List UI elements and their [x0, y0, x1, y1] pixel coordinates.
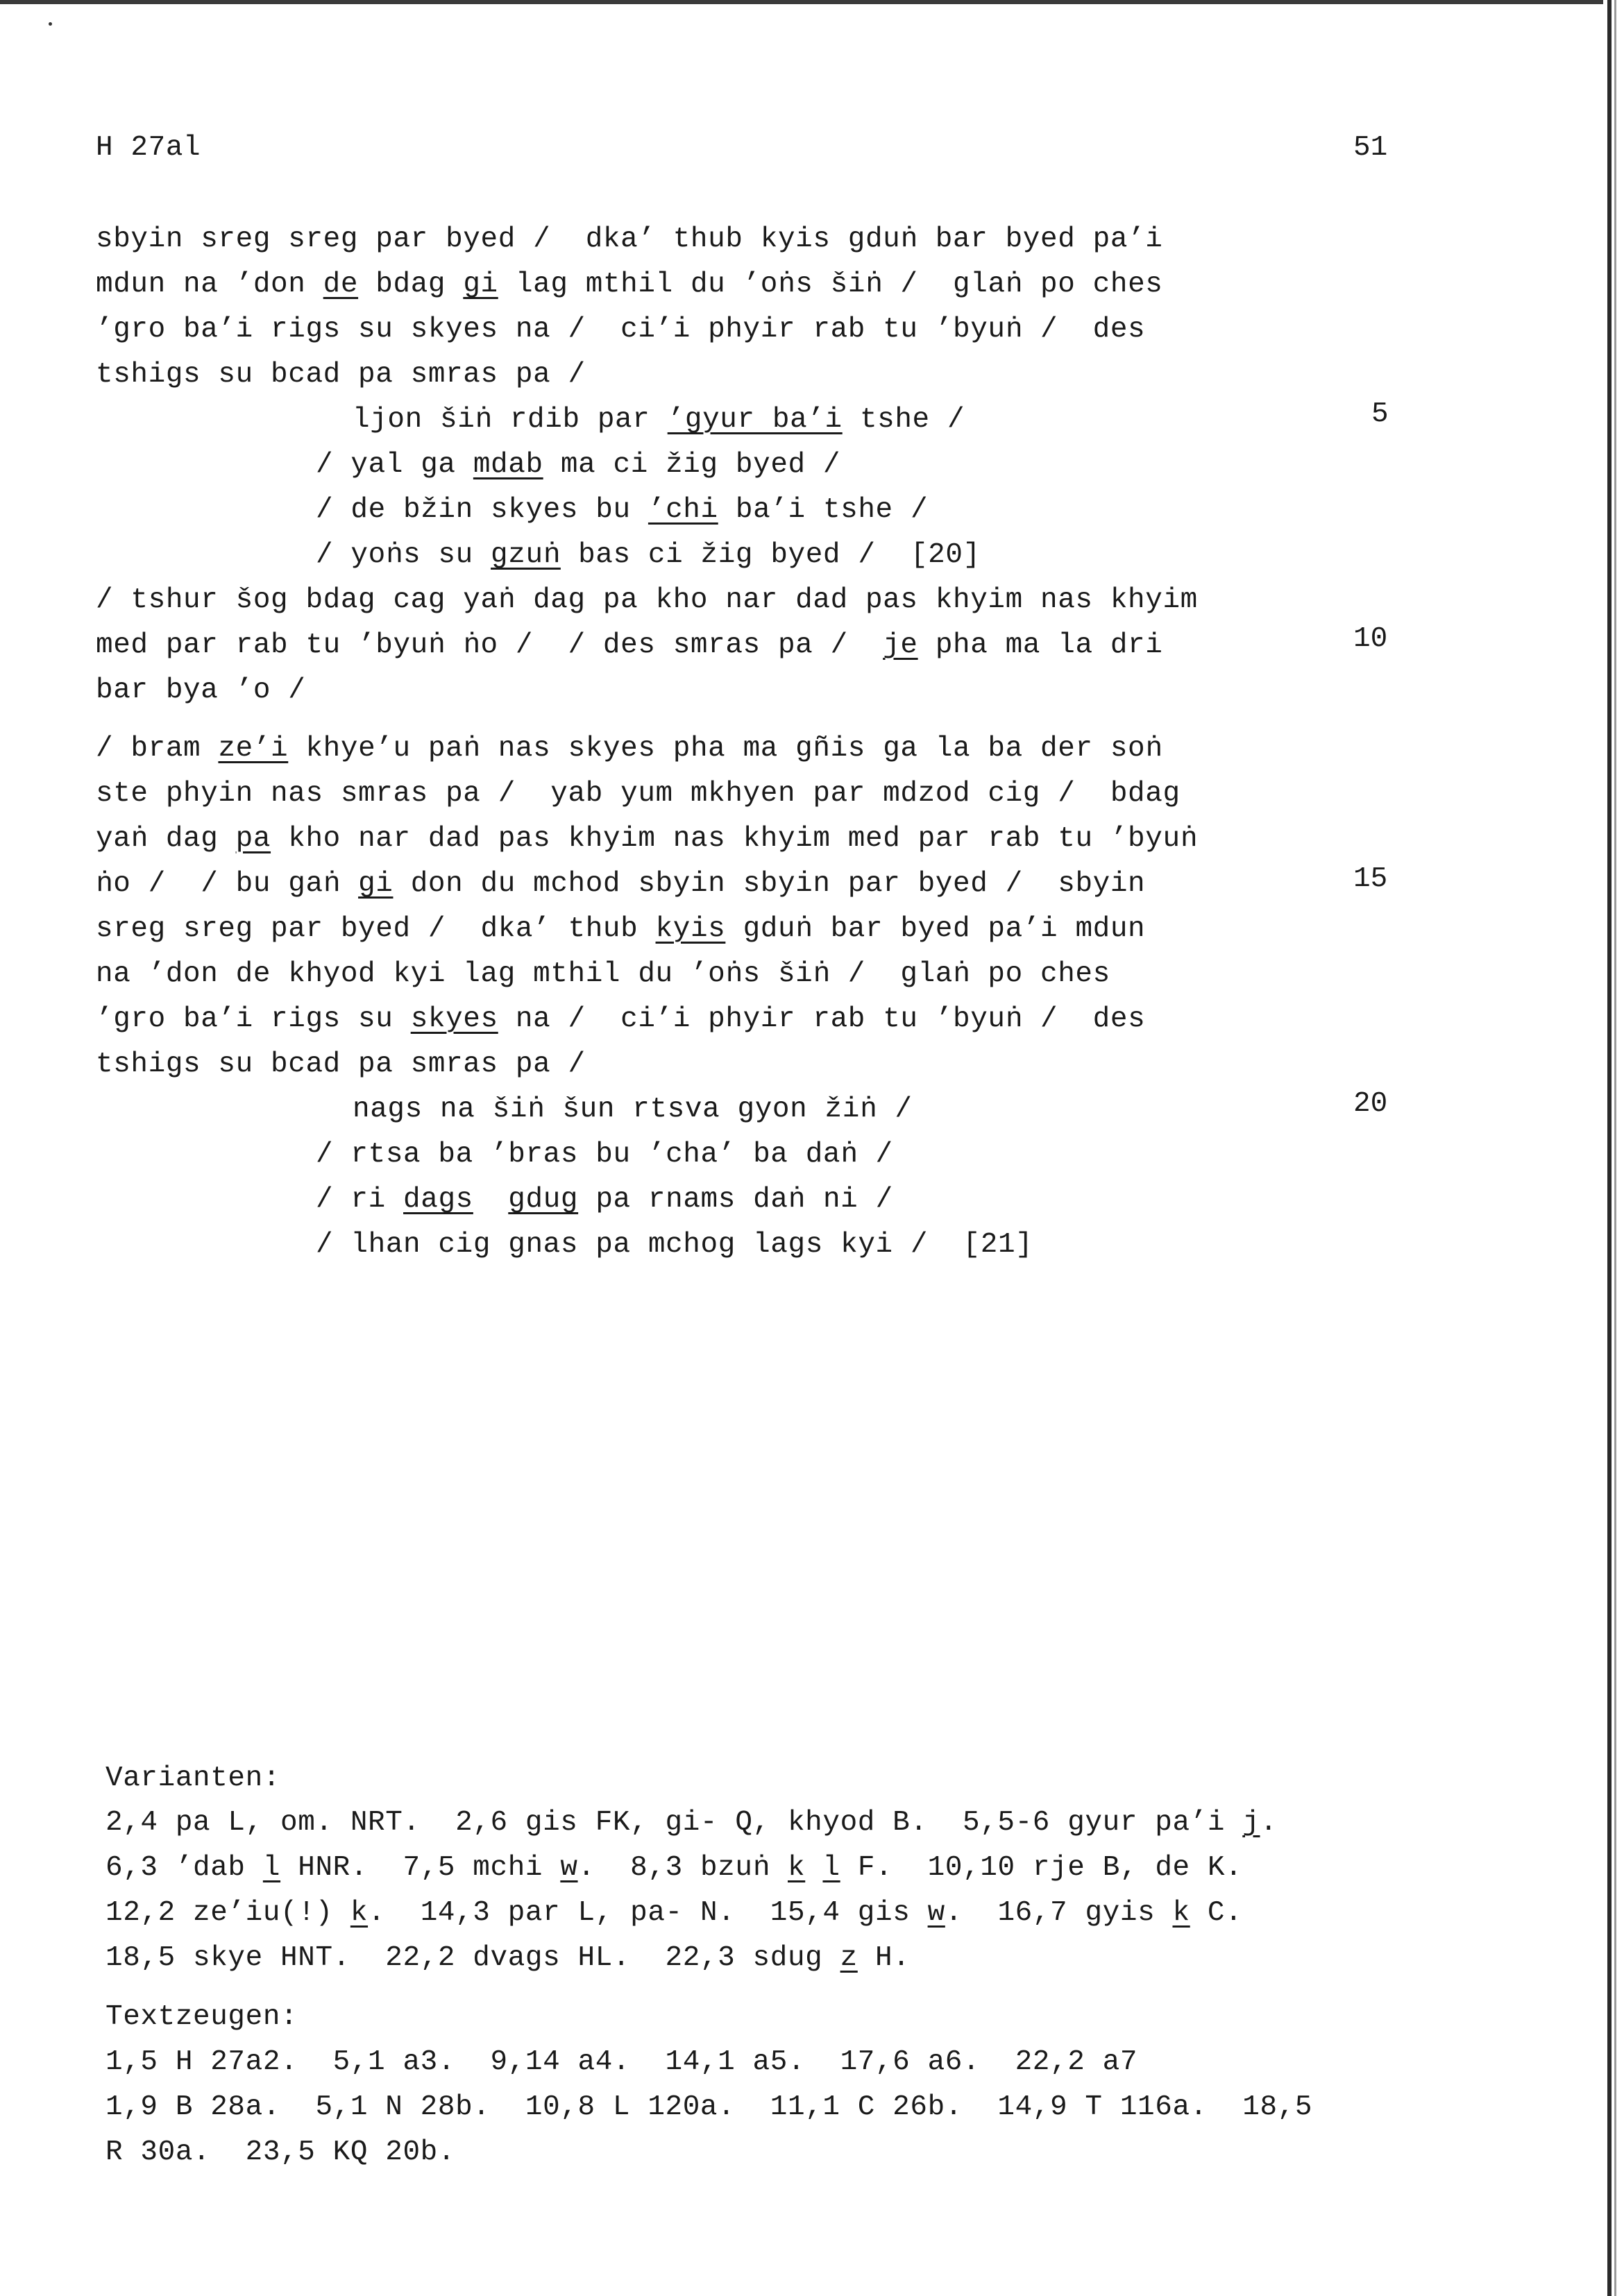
text-segment: kho nar dad pas khyim nas khyim med par rab tu ’byuṅ	[271, 823, 1198, 855]
textzeugen-heading: Textzeugen:	[105, 2001, 298, 2033]
text-segment: bdag	[358, 269, 464, 300]
text-segment: / yal ga	[316, 449, 473, 481]
text-segment: / lhan cig gnas pa mchog lags kyi / [21]	[316, 1229, 1033, 1261]
text-segment: / yoṅs su	[316, 539, 491, 571]
textzeugen-line: 1,5 H 27a2. 5,1 a3. 9,14 a4. 14,1 a5. 17,6 a6. 22,2 a7	[105, 2046, 1138, 2078]
underlined-word: l	[822, 1852, 840, 1884]
text-line	[96, 627, 1162, 664]
text-line	[96, 820, 1198, 858]
underlined-word: gi	[358, 868, 394, 900]
underlined-word: dags	[403, 1184, 473, 1216]
text-segment: H.	[857, 1942, 911, 1974]
text-segment: . 16,7 gyis	[945, 1897, 1173, 1929]
underlined-word: gi	[463, 269, 498, 300]
text-line	[96, 356, 586, 393]
text-segment	[473, 1184, 508, 1216]
varianten-line	[105, 1894, 1242, 1932]
underlined-word: ze’i	[218, 733, 289, 765]
varianten-line	[105, 1849, 1242, 1887]
text-line	[316, 1136, 893, 1173]
text-segment: med par rab tu ’byuṅ ṅo / / des smras pa /	[96, 629, 883, 661]
text-segment: / bram	[96, 733, 219, 765]
text-segment: khye’u paṅ nas skyes pha ma gñis ga la ba der soṅ	[288, 733, 1163, 765]
text-line	[96, 221, 1162, 258]
text-segment: . 14,3 par L, pa- N. 15,4 gis	[368, 1897, 928, 1929]
text-segment: C.	[1190, 1897, 1243, 1929]
scan-right-edge-shadow	[1614, 0, 1616, 2296]
text-segment: tshigs su bcad pa smras pa /	[96, 1048, 586, 1080]
text-segment: ma ci žig byed /	[543, 449, 841, 481]
text-line	[96, 775, 1181, 813]
scan-speck	[49, 22, 52, 26]
text-line	[96, 311, 1145, 348]
text-segment: bas ci žig byed / [20]	[560, 539, 981, 571]
underlined-word: k	[788, 1852, 806, 1884]
text-segment: 18,5 skye HNT. 22,2 dvags HL. 22,3 sdug	[105, 1942, 840, 1974]
text-line	[96, 955, 1110, 993]
line-number-5: 5	[1371, 398, 1389, 430]
underlined-word: skyes	[410, 1003, 498, 1035]
text-segment: ba’i tshe /	[718, 494, 929, 526]
text-line	[316, 1226, 1033, 1264]
text-segment: gduṅ bar byed pa’i mdun	[725, 913, 1146, 945]
varianten-heading: Varianten:	[105, 1762, 281, 1794]
text-segment: na ’don de khyod kyi lag mthil du ’oṅs šiṅ / glaṅ po ches	[96, 958, 1110, 990]
text-line	[316, 1181, 893, 1218]
text-segment: / ri	[316, 1184, 404, 1216]
line-number-20: 20	[1353, 1088, 1388, 1120]
running-header-left: H 27al	[96, 132, 201, 164]
underlined-word: je	[883, 629, 918, 661]
underlined-word: z	[840, 1942, 858, 1974]
underlined-word: k	[1172, 1897, 1190, 1929]
text-segment: mdun na ’don	[96, 269, 323, 300]
text-line	[316, 536, 981, 574]
text-segment: / rtsa ba ’bras bu ’cha’ ba daṅ /	[316, 1139, 893, 1171]
text-segment: 6,3 ’dab	[105, 1852, 263, 1884]
text-segment: 2,4 pa L, om. NRT. 2,6 gis FK, gi- Q, khyod B. 5,5-6 gyur pa’i	[105, 1807, 1243, 1839]
underlined-word: w	[927, 1897, 945, 1929]
textzeugen-line: 1,9 B 28a. 5,1 N 28b. 10,8 L 120a. 11,1 C 26b. 14,9 T 116a. 18,5	[105, 2091, 1313, 2123]
text-line	[316, 446, 840, 484]
scan-top-edge	[0, 0, 1603, 4]
text-line	[353, 401, 965, 439]
underlined-word: w	[560, 1852, 578, 1884]
text-segment: ’gro ba’i rigs su skyes na / ci’i phyir rab tu ’byuṅ / des	[96, 314, 1146, 346]
text-segment: sbyin sreg sreg par byed / dka’ thub kyis gduṅ bar byed pa’i	[96, 223, 1163, 255]
text-line	[96, 1046, 586, 1083]
underlined-word: j	[1242, 1807, 1260, 1839]
text-segment: tshe /	[842, 404, 965, 436]
text-segment: pha ma la dri	[917, 629, 1163, 661]
text-segment: 12,2 ze’iu(!)	[105, 1897, 350, 1929]
underlined-word: ’chi	[648, 494, 718, 526]
page-number: 51	[1353, 132, 1388, 164]
scan-right-edge	[1607, 0, 1612, 2296]
underlined-word: mdab	[473, 449, 543, 481]
underlined-word: pa	[235, 823, 271, 855]
text-segment: / de bžin skyes bu	[316, 494, 648, 526]
text-segment: tshigs su bcad pa smras pa /	[96, 359, 586, 391]
text-segment: ljon šiṅ rdib par	[353, 404, 668, 436]
text-segment: F. 10,10 rje B, de K.	[840, 1852, 1243, 1884]
text-line	[316, 491, 928, 529]
underlined-word: gdug	[508, 1184, 579, 1216]
line-number-10: 10	[1353, 623, 1388, 655]
text-line	[96, 730, 1162, 767]
varianten-line	[105, 1804, 1278, 1842]
text-segment: lag mthil du ’oṅs šiṅ / glaṅ po ches	[498, 269, 1163, 300]
text-segment: ṅo / / bu gaṅ	[96, 868, 359, 900]
text-segment: don du mchod sbyin sbyin par byed / sbyin	[393, 868, 1146, 900]
text-segment: .	[1260, 1807, 1278, 1839]
text-segment: . 8,3 bzuṅ	[577, 1852, 788, 1884]
varianten-line	[105, 1939, 910, 1977]
text-segment: na / ci’i phyir rab tu ’byuṅ / des	[498, 1003, 1146, 1035]
text-line	[96, 581, 1198, 619]
text-segment: pa rnams daṅ ni /	[578, 1184, 893, 1216]
text-line	[353, 1091, 913, 1128]
text-line	[96, 865, 1145, 903]
text-line	[96, 672, 305, 709]
text-segment	[805, 1852, 822, 1884]
text-segment: nags na šiṅ šun rtsva gyon žiṅ /	[353, 1094, 913, 1125]
underlined-word: gzuṅ	[491, 539, 561, 571]
underlined-word: k	[350, 1897, 369, 1929]
text-line	[96, 266, 1163, 303]
text-segment: yaṅ dag	[96, 823, 236, 855]
underlined-word: ’gyur ba’i	[667, 404, 843, 436]
underlined-word: l	[262, 1852, 281, 1884]
underlined-word: kyis	[655, 913, 726, 945]
text-segment: / tshur šog bdag cag yaṅ dag pa kho nar dad pas khyim nas khyim	[96, 584, 1198, 616]
text-segment: sreg sreg par byed / dka’ thub	[96, 913, 656, 945]
text-segment: ’gro ba’i rigs su	[96, 1003, 411, 1035]
text-segment: ste phyin nas smras pa / yab yum mkhyen par mdzod cig / bdag	[96, 778, 1181, 810]
line-number-15: 15	[1353, 863, 1388, 895]
text-line	[96, 910, 1145, 948]
text-segment: bar bya ’o /	[96, 674, 306, 706]
text-segment: HNR. 7,5 mchi	[280, 1852, 561, 1884]
text-line	[96, 1001, 1145, 1038]
textzeugen-line: R 30a. 23,5 KQ 20b.	[105, 2136, 456, 2168]
underlined-word: de	[323, 269, 359, 300]
